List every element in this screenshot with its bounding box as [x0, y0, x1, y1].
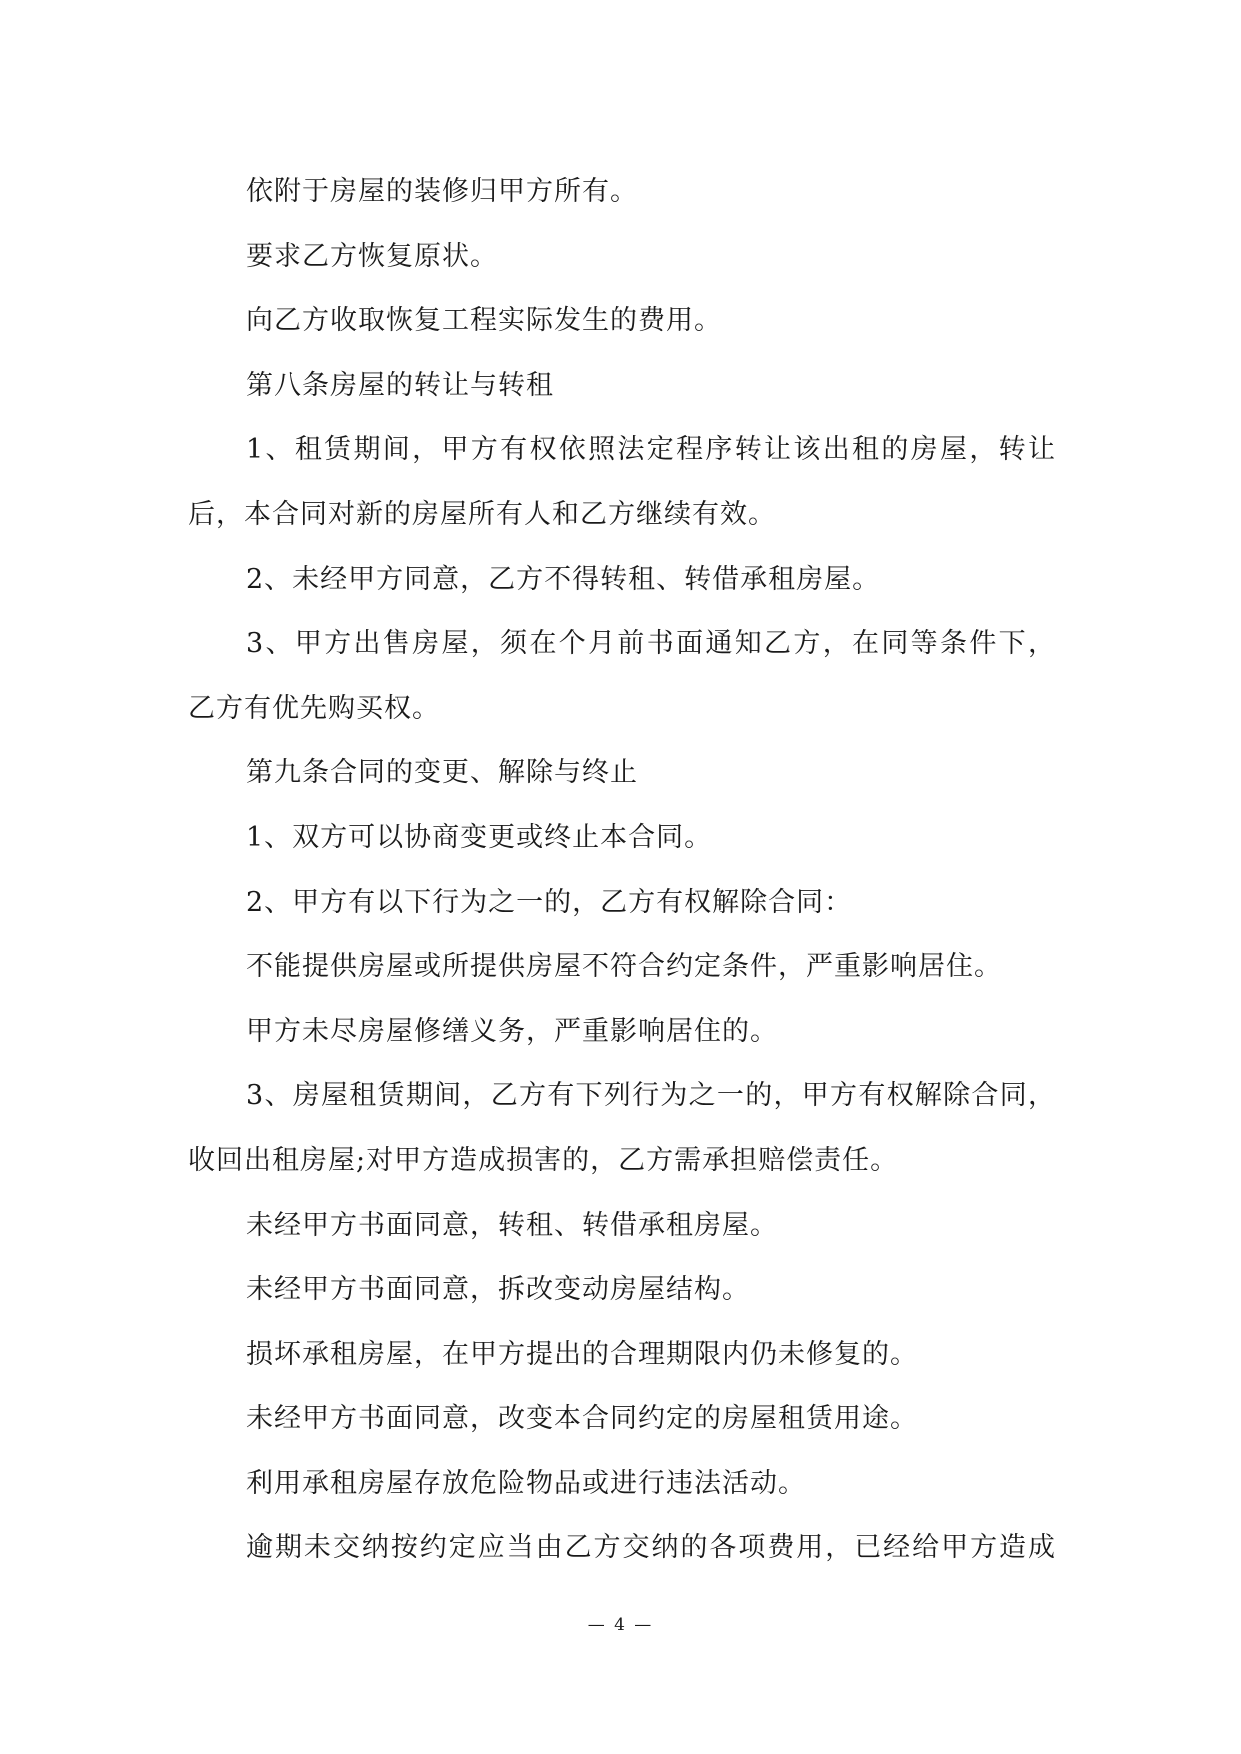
paragraph-line: 后，本合同对新的房屋所有人和乙方继续有效。 [188, 498, 776, 530]
paragraph-line: 收回出租房屋;对甲方造成损害的，乙方需承担赔偿责任。 [188, 1144, 899, 1176]
paragraph-line: 向乙方收取恢复工程实际发生的费用。 [246, 305, 722, 337]
paragraph-line: 未经甲方书面同意，拆改变动房屋结构。 [246, 1274, 750, 1306]
paragraph-line: 乙方有优先购买权。 [188, 692, 440, 724]
paragraph-line: 未经甲方书面同意，改变本合同约定的房屋租赁用途。 [246, 1403, 918, 1435]
paragraph-line: 1、租赁期间，甲方有权依照法定程序转让该出租的房屋，转让 [246, 434, 1056, 466]
paragraph-line: 逾期未交纳按约定应当由乙方交纳的各项费用，已经给甲方造成 [246, 1532, 1056, 1564]
paragraph-line: 3、甲方出售房屋，须在个月前书面通知乙方，在同等条件下， [246, 628, 1056, 660]
paragraph-line: 2、未经甲方同意，乙方不得转租、转借承租房屋。 [246, 563, 881, 595]
paragraph-line: 甲方未尽房屋修缮义务，严重影响居住的。 [246, 1015, 778, 1047]
paragraph-line: 利用承租房屋存放危险物品或进行违法活动。 [246, 1467, 806, 1499]
paragraph-line: 1、双方可以协商变更或终止本合同。 [246, 821, 713, 853]
section-heading: 第九条合同的变更、解除与终止 [246, 757, 638, 789]
paragraph-line: 未经甲方书面同意，转租、转借承租房屋。 [246, 1209, 778, 1241]
paragraph-line: 不能提供房屋或所提供房屋不符合约定条件，严重影响居住。 [246, 951, 1002, 983]
document-body [188, 160, 1056, 1581]
paragraph-line: 3、房屋租赁期间，乙方有下列行为之一的，甲方有权解除合同， [246, 1080, 1056, 1112]
paragraph-line: 2、甲方有以下行为之一的，乙方有权解除合同： [246, 886, 853, 918]
paragraph-line: 要求乙方恢复原状。 [246, 240, 498, 272]
section-heading: 第八条房屋的转让与转租 [246, 369, 554, 401]
paragraph-line: 损坏承租房屋，在甲方提出的合理期限内仍未修复的。 [246, 1338, 918, 1370]
paragraph-line: 依附于房屋的装修归甲方所有。 [246, 176, 638, 207]
page-number: — 4 — [587, 1615, 654, 1635]
